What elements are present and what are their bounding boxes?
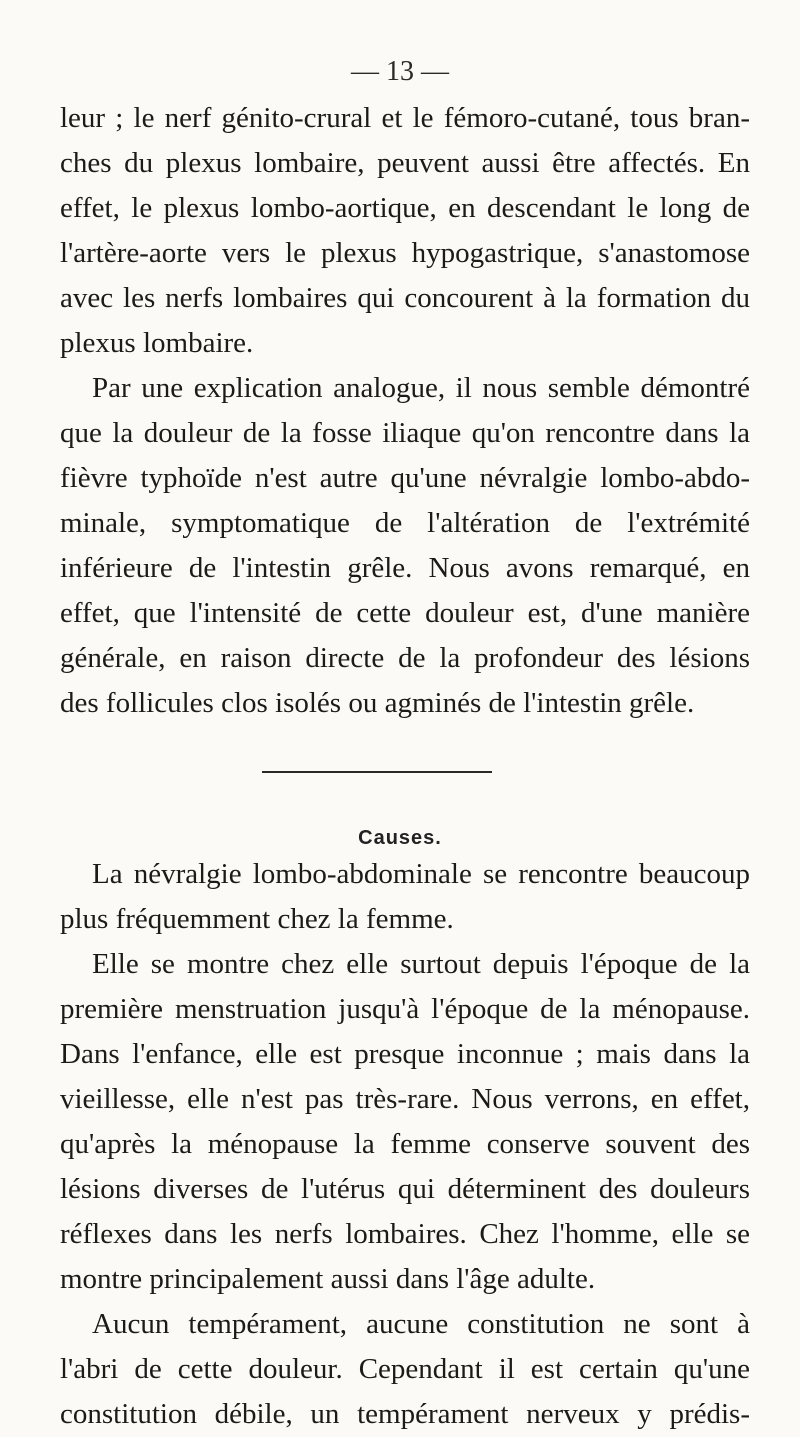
text-line: que la douleur de la fosse iliaque qu'on rencontre dans la: [60, 417, 750, 449]
text-line: Par une explication analogue, il nous semble démontré: [92, 372, 750, 404]
text-line: minale, symptomatique de l'altération de l'extrémité: [60, 507, 750, 539]
text-line: l'artère-aorte vers le plexus hypogastrique, s'anastomose: [60, 237, 750, 269]
section-body-1: [60, 96, 750, 726]
text-line: effet, que l'intensité de cette douleur est, d'une manière: [60, 597, 750, 629]
text-line: qu'après la ménopause la femme conserve souvent des: [60, 1128, 750, 1160]
text-line: Elle se montre chez elle surtout depuis l'époque de la: [92, 948, 750, 980]
text-line: Aucun tempérament, aucune constitution ne sont à: [92, 1308, 750, 1340]
text-line: constitution débile, un tempérament nerveux y prédis-: [60, 1398, 750, 1430]
section-divider: [262, 771, 492, 773]
text-line: ches du plexus lombaire, peuvent aussi être affectés. En: [60, 147, 750, 179]
text-line: La névralgie lombo-abdominale se rencontre beaucoup: [92, 858, 750, 890]
text-line: effet, le plexus lombo-aortique, en descendant le long de: [60, 192, 750, 224]
text-line: l'abri de cette douleur. Cependant il est certain qu'une: [60, 1353, 750, 1385]
text-line: des follicules clos isolés ou agminés de l'intestin grêle.: [60, 687, 695, 719]
text-line: leur ; le nerf génito-crural et le fémoro-cutané, tous bran-: [60, 102, 750, 134]
text-line: montre principalement aussi dans l'âge adulte.: [60, 1263, 596, 1295]
text-line: première menstruation jusqu'à l'époque de la ménopause.: [60, 993, 750, 1025]
text-line: plexus lombaire.: [60, 327, 254, 359]
text-line: plus fréquemment chez la femme.: [60, 903, 454, 935]
page-number: — 13 —: [351, 56, 449, 87]
text-line: avec les nerfs lombaires qui concourent à la formation du: [60, 282, 750, 314]
section-body-2: [60, 852, 750, 1437]
section-heading: Causes.: [358, 827, 442, 849]
text-line: Dans l'enfance, elle est presque inconnue ; mais dans la: [60, 1038, 750, 1070]
text-line: lésions diverses de l'utérus qui déterminent des douleurs: [60, 1173, 750, 1205]
text-line: réflexes dans les nerfs lombaires. Chez l'homme, elle se: [60, 1218, 750, 1250]
text-line: vieillesse, elle n'est pas très-rare. Nous verrons, en effet,: [60, 1083, 750, 1115]
text-line: fièvre typhoïde n'est autre qu'une névralgie lombo-abdo-: [60, 462, 750, 494]
text-line: inférieure de l'intestin grêle. Nous avons remarqué, en: [60, 552, 750, 584]
text-line: générale, en raison directe de la profondeur des lésions: [60, 642, 750, 674]
